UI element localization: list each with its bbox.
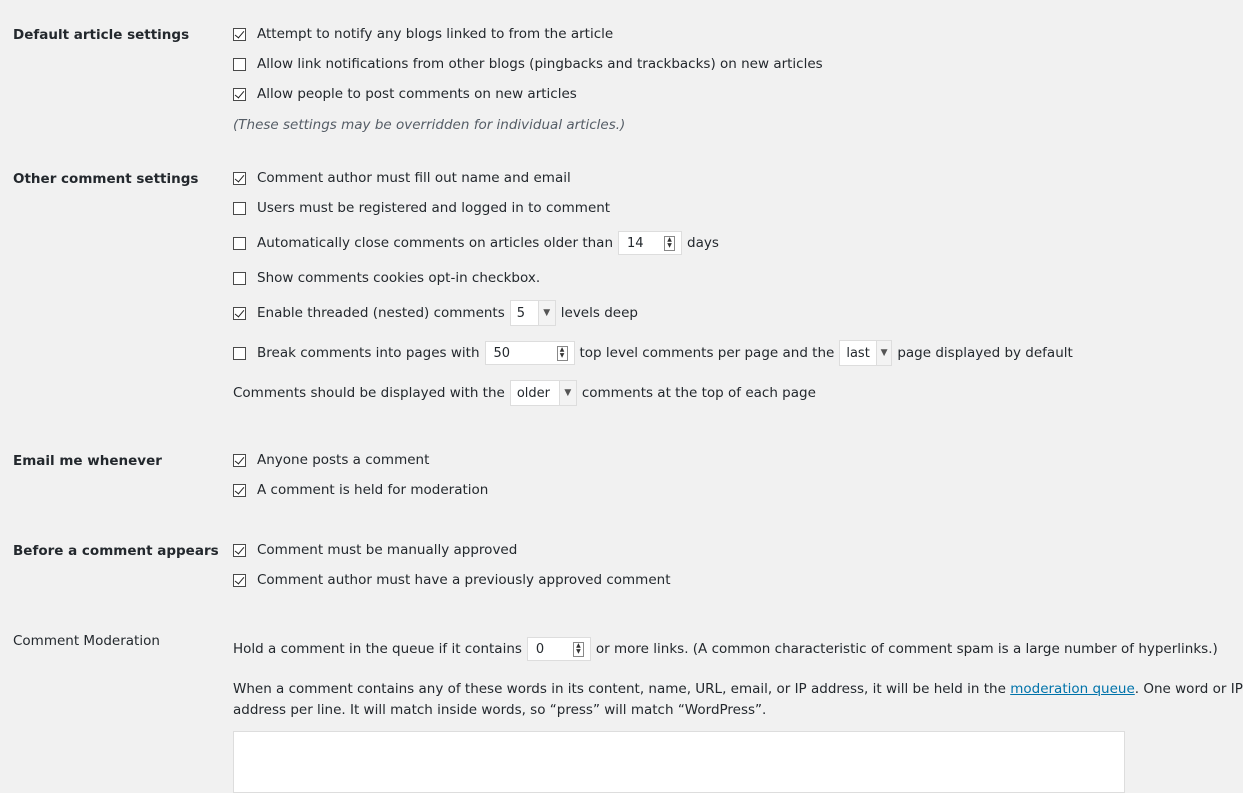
checkbox-icon[interactable] [233,237,246,250]
chevron-down-icon[interactable]: ▼ [559,381,576,405]
spinner-icon[interactable]: ▲ ▼ [664,236,675,251]
cookies-label: Show comments cookies opt-in checkbox. [257,270,541,286]
moderation-words-text-a: When a comment contains any of these words in its content, name, URL, email, or IP address, it will be held in the [233,681,1006,697]
paginate-suffix: page displayed by default [897,345,1073,361]
threaded-option[interactable] [233,301,638,325]
autoclose-label: Automatically close comments on articles older than [257,235,613,251]
link-limit-row [233,637,1218,661]
checkbox-icon[interactable] [233,574,246,587]
comments-per-page-input[interactable] [485,341,575,365]
comment-order-value: older [516,385,551,401]
allow-comments-label: Allow people to post comments on new articles [257,86,577,102]
comment-order-select[interactable] [510,380,577,406]
checkbox-icon[interactable] [233,347,246,360]
checkbox-icon[interactable] [233,544,246,557]
moderation-queue-link[interactable]: moderation queue [1010,681,1135,697]
link-limit-value: 0 [535,641,545,657]
threaded-label: Enable threaded (nested) comments [257,305,505,321]
link-limit-suffix: or more links. (A common characteristic of comment spam is a large number of hyperlinks.) [595,641,1218,657]
checkbox-icon[interactable] [233,28,246,41]
chevron-down-icon[interactable]: ▼ [876,341,892,365]
threaded-suffix: levels deep [560,305,638,321]
spinner-icon[interactable]: ▲ ▼ [557,346,568,361]
registered-option[interactable] [233,196,610,220]
held-moderation-option[interactable] [233,478,488,502]
anyone-posts-label: Anyone posts a comment [257,452,430,468]
section-label-default-article-settings: Default article settings [13,27,190,43]
checkbox-icon[interactable] [233,172,246,185]
section-label-before-comment-appears: Before a comment appears [13,543,219,559]
checkbox-icon[interactable] [233,88,246,101]
autoclose-option[interactable] [233,231,719,255]
thread-depth-value: 5 [516,305,526,321]
paginate-middle: top level comments per page and the [579,345,835,361]
previously-approved-label: Comment author must have a previously approved comment [257,572,671,588]
display-order-row [233,381,816,405]
thread-depth-select[interactable] [510,300,556,326]
pingbacks-option[interactable] [233,52,823,76]
paginate-option[interactable] [233,341,1073,365]
section-label-comment-moderation: Comment Moderation [13,633,160,649]
checkbox-icon[interactable] [233,307,246,320]
moderation-words-description-line2: address per line. It will match inside words, so “press” will match “WordPress”. [233,702,767,718]
moderation-words-description-line1 [233,679,1243,700]
autoclose-suffix: days [687,235,719,251]
chevron-down-icon[interactable]: ▼ [538,301,555,325]
section-label-email-me-whenever: Email me whenever [13,453,162,469]
default-page-select[interactable] [839,340,892,366]
comments-per-page-value: 50 [493,345,511,361]
checkbox-icon[interactable] [233,202,246,215]
moderation-keys-textarea[interactable] [233,731,1125,793]
notify-blogs-option[interactable] [233,22,613,46]
checkbox-icon[interactable] [233,58,246,71]
manual-approval-option[interactable] [233,538,517,562]
default-page-value: last [846,345,870,361]
registered-label: Users must be registered and logged in to comment [257,200,611,216]
display-order-prefix: Comments should be displayed with the [233,385,505,401]
autoclose-days-value: 14 [627,235,644,251]
name-email-option[interactable] [233,166,571,190]
held-moderation-label: A comment is held for moderation [257,482,489,498]
anyone-posts-option[interactable] [233,448,429,472]
display-order-suffix: comments at the top of each page [581,385,816,401]
moderation-words-text-b: . One word or IP [1134,681,1243,697]
autoclose-days-input[interactable] [618,231,682,255]
previously-approved-option[interactable] [233,568,670,592]
pingbacks-label: Allow link notifications from other blogs (pingbacks and trackbacks) on new articles [257,56,823,72]
checkbox-icon[interactable] [233,272,246,285]
manual-approval-label: Comment must be manually approved [257,542,518,558]
cookies-option[interactable] [233,266,540,290]
link-limit-input[interactable] [527,637,591,661]
checkbox-icon[interactable] [233,454,246,467]
section-label-other-comment-settings: Other comment settings [13,171,199,187]
spinner-icon[interactable]: ▲ ▼ [573,642,584,657]
paginate-label: Break comments into pages with [257,345,480,361]
link-limit-prefix: Hold a comment in the queue if it contains [233,641,522,657]
override-note: (These settings may be overridden for individual articles.) [233,117,626,133]
name-email-label: Comment author must fill out name and email [257,170,571,186]
notify-blogs-label: Attempt to notify any blogs linked to from the article [257,26,614,42]
checkbox-icon[interactable] [233,484,246,497]
allow-comments-option[interactable] [233,82,577,106]
